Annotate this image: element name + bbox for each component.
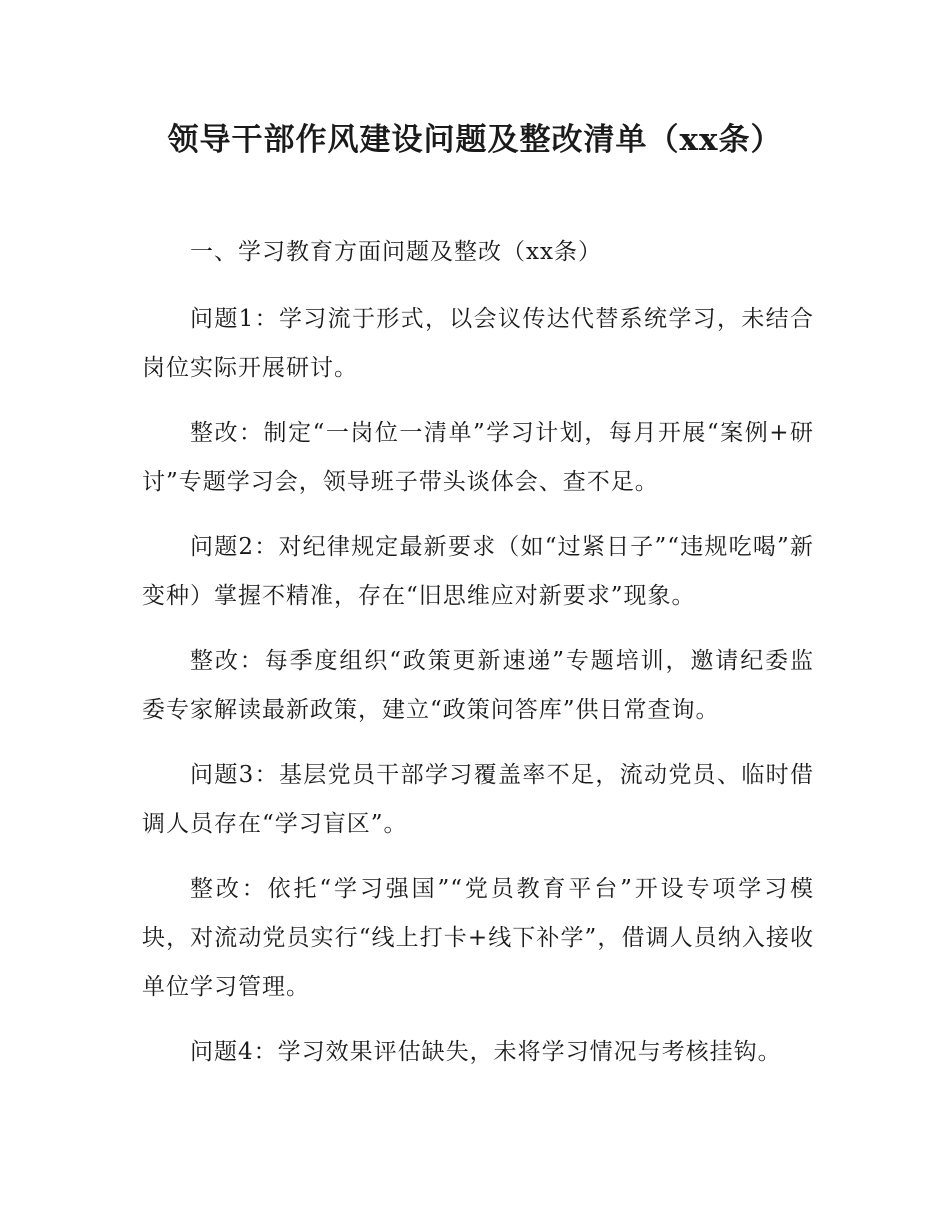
problem-1-paragraph: 问题1：学习流于形式，以会议传达代替系统学习，未结合岗位实际开展研讨。	[142, 306, 814, 381]
problem-3-paragraph: 问题3：基层党员干部学习覆盖率不足，流动党员、临时借调人员存在“学习盲区”。	[142, 762, 814, 837]
rectification-1-paragraph: 整改：制定“一岗位一清单”学习计划，每月开展“案例+研讨”专题学习会，领导班子带头谈体会、查不足。	[142, 420, 814, 495]
rectification-2-paragraph: 整改：每季度组织“政策更新速递”专题培训，邀请纪委监委专家解读最新政策，建立“政策问答库”供日常查询。	[142, 648, 814, 723]
document-body	[142, 228, 814, 1093]
problem-2-paragraph: 问题2：对纪律规定最新要求（如“过紧日子”“违规吃喝”新变种）掌握不精准，存在“旧思维应对新要求”现象。	[142, 534, 814, 609]
section-heading: 一、学习教育方面问题及整改（xx条）	[190, 239, 602, 265]
rectification-3-paragraph: 整改：依托“学习强国”“党员教育平台”开设专项学习模块，对流动党员实行“线上打卡+线下补学”，借调人员纳入接收单位学习管理。	[142, 876, 814, 1000]
document-title: 领导干部作风建设问题及整改清单（xx条）	[167, 122, 783, 158]
problem-4-paragraph: 问题4：学习效果评估缺失，未将学习情况与考核挂钩。	[190, 1039, 782, 1065]
